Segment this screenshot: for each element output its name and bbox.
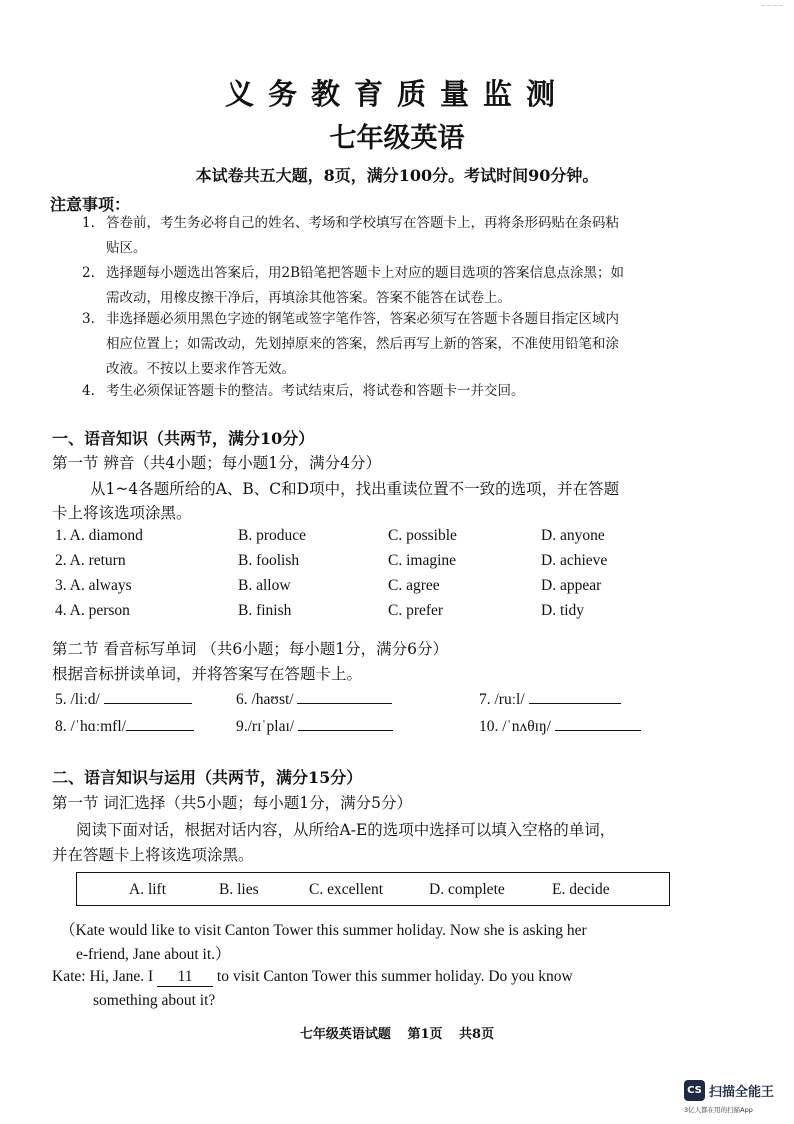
q4-option-a: 4. A. person	[55, 602, 130, 619]
q9-phonetic: 9./rɪˈplaɪ/	[236, 716, 393, 736]
q2-option-b: B. foolish	[238, 552, 300, 569]
page-footer	[0, 1023, 794, 1042]
exam-info: 本试卷共五大题，8页，满分100分。考试时间90分钟。	[195, 166, 599, 185]
q2-option-a: 2. A. return	[55, 552, 126, 569]
q1-option-a: 1. A. diamond	[55, 527, 143, 544]
notice-item-num: 4.	[82, 383, 95, 399]
blank-11: 11	[157, 968, 213, 987]
q4-option-d: D. tidy	[541, 602, 585, 619]
part2-heading: 二、语言知识与运用（共两节，满分15分）	[52, 768, 363, 787]
q7-answer-blank	[529, 689, 621, 704]
q3-option-d: D. appear	[541, 577, 602, 594]
q3-option-c: C. agree	[388, 577, 440, 594]
notice-heading: 注意事项：	[50, 195, 131, 214]
word-option-a: A. lift	[129, 881, 167, 898]
part1-sec1-instruction: 从1~4各题所给的A、B、C和D项中，找出重读位置不一致的选项，并在答题	[90, 480, 620, 498]
notice-item-1: 1. 答卷前，考生务必将自己的姓名、考场和学校填写在答题卡上，再将条形码贴在条码粘 贴区。	[82, 211, 694, 261]
q6-phonetic: 6. /haʊst/	[236, 689, 392, 709]
q3-option-a: 3. A. always	[55, 577, 132, 594]
q1-option-b: B. produce	[238, 527, 307, 544]
q5-phonetic: 5. /liːd/	[55, 689, 192, 709]
dialog-line-kate: Kate: Hi, Jane. I 11 to visit Canton Tower this summer holiday. Do you know	[52, 968, 573, 985]
q10-phonetic: 10. /ˈnʌθɪŋ/	[479, 716, 641, 736]
word-option-c: C. excellent	[309, 881, 384, 898]
q5-answer-blank	[104, 689, 192, 704]
q1-option-c: C. possible	[388, 527, 457, 544]
footer-subject: 七年级英语试题	[299, 1027, 391, 1042]
exam-title: 义务教育质量监测	[224, 77, 569, 111]
q10-answer-blank	[555, 716, 641, 731]
camscanner-slogan: 3亿人都在用的扫描App	[684, 1106, 753, 1114]
camscanner-logo-icon: CS	[684, 1080, 705, 1101]
dialog-intro-cont: e-friend, Jane about it.）	[76, 946, 231, 963]
footer-page: 第1页	[407, 1027, 443, 1042]
dialog-intro: （Kate would like to visit Canton Tower this summer holiday. Now she is asking her	[60, 922, 587, 939]
part1-sec1-instruction-cont: 卡上将该选项涂黑。	[52, 504, 192, 522]
notice-item-num: 3.	[82, 311, 95, 327]
part1-heading: 一、语音知识（共两节，满分10分）	[52, 429, 315, 448]
part2-sec1-instruction-cont: 并在答题卡上将该选项涂黑。	[52, 846, 254, 864]
notice-item-3: 3. 非选择题必须用黑色字迹的钢笔或签字笔作答，答案必须写在答题卡各题目指定区域内 相应位置上；如需改动，先划掉原来的答案，然后再写上新的答案，不准使用铅笔和涂 改液。不按以上要求作答无效。	[82, 307, 694, 382]
part1-sec2-instruction: 根据音标拼读单词，并将答案写在答题卡上。	[52, 665, 363, 683]
q8-phonetic: 8. /ˈhɑːmfl/	[55, 716, 194, 736]
corner-mark: ~~~~	[760, 2, 784, 10]
part1-sec2-heading: 第二节 看音标写单词 （共6小题；每小题1分，满分6分）	[52, 640, 448, 658]
notice-item-4: 4. 考生必须保证答题卡的整洁。考试结束后，将试卷和答题卡一并交回。	[82, 379, 694, 404]
camscanner-name: 扫描全能王	[709, 1085, 775, 1100]
notice-item-2: 2. 选择题每小题选出答案后，用2B铅笔把答题卡上对应的题目选项的答案信息点涂黑；如 需改动，用橡皮擦干净后，再填涂其他答案。答案不能答在试卷上。	[82, 261, 694, 311]
footer-total: 共8页	[459, 1027, 495, 1042]
notice-item-num: 1.	[82, 215, 95, 231]
q3-option-b: B. allow	[238, 577, 291, 594]
dialog-line-kate-cont: something about it?	[93, 992, 216, 1009]
q4-option-c: C. prefer	[388, 602, 444, 619]
notice-item-num: 2.	[82, 265, 95, 281]
word-bank-box	[76, 872, 670, 906]
q9-answer-blank	[298, 716, 393, 731]
dialog-speaker: Kate:	[52, 968, 86, 985]
word-option-e: E. decide	[552, 881, 610, 898]
word-option-b: B. lies	[219, 881, 259, 898]
q4-option-b: B. finish	[238, 602, 292, 619]
part2-sec1-instruction: 阅读下面对话，根据对话内容，从所给A-E的选项中选择可以填入空格的单词，	[76, 821, 616, 839]
q8-answer-blank	[126, 716, 194, 731]
exam-subtitle: 七年级英语	[329, 123, 465, 154]
q1-option-d: D. anyone	[541, 527, 605, 544]
q7-phonetic: 7. /ruːl/	[479, 689, 621, 709]
part1-sec1-heading: 第一节 辨音（共4小题；每小题1分，满分4分）	[52, 454, 382, 472]
part2-sec1-heading: 第一节 词汇选择（共5小题；每小题1分，满分5分）	[52, 794, 413, 812]
word-option-d: D. complete	[429, 881, 505, 898]
q6-answer-blank	[297, 689, 392, 704]
q2-option-d: D. achieve	[541, 552, 608, 569]
q2-option-c: C. imagine	[388, 552, 457, 569]
